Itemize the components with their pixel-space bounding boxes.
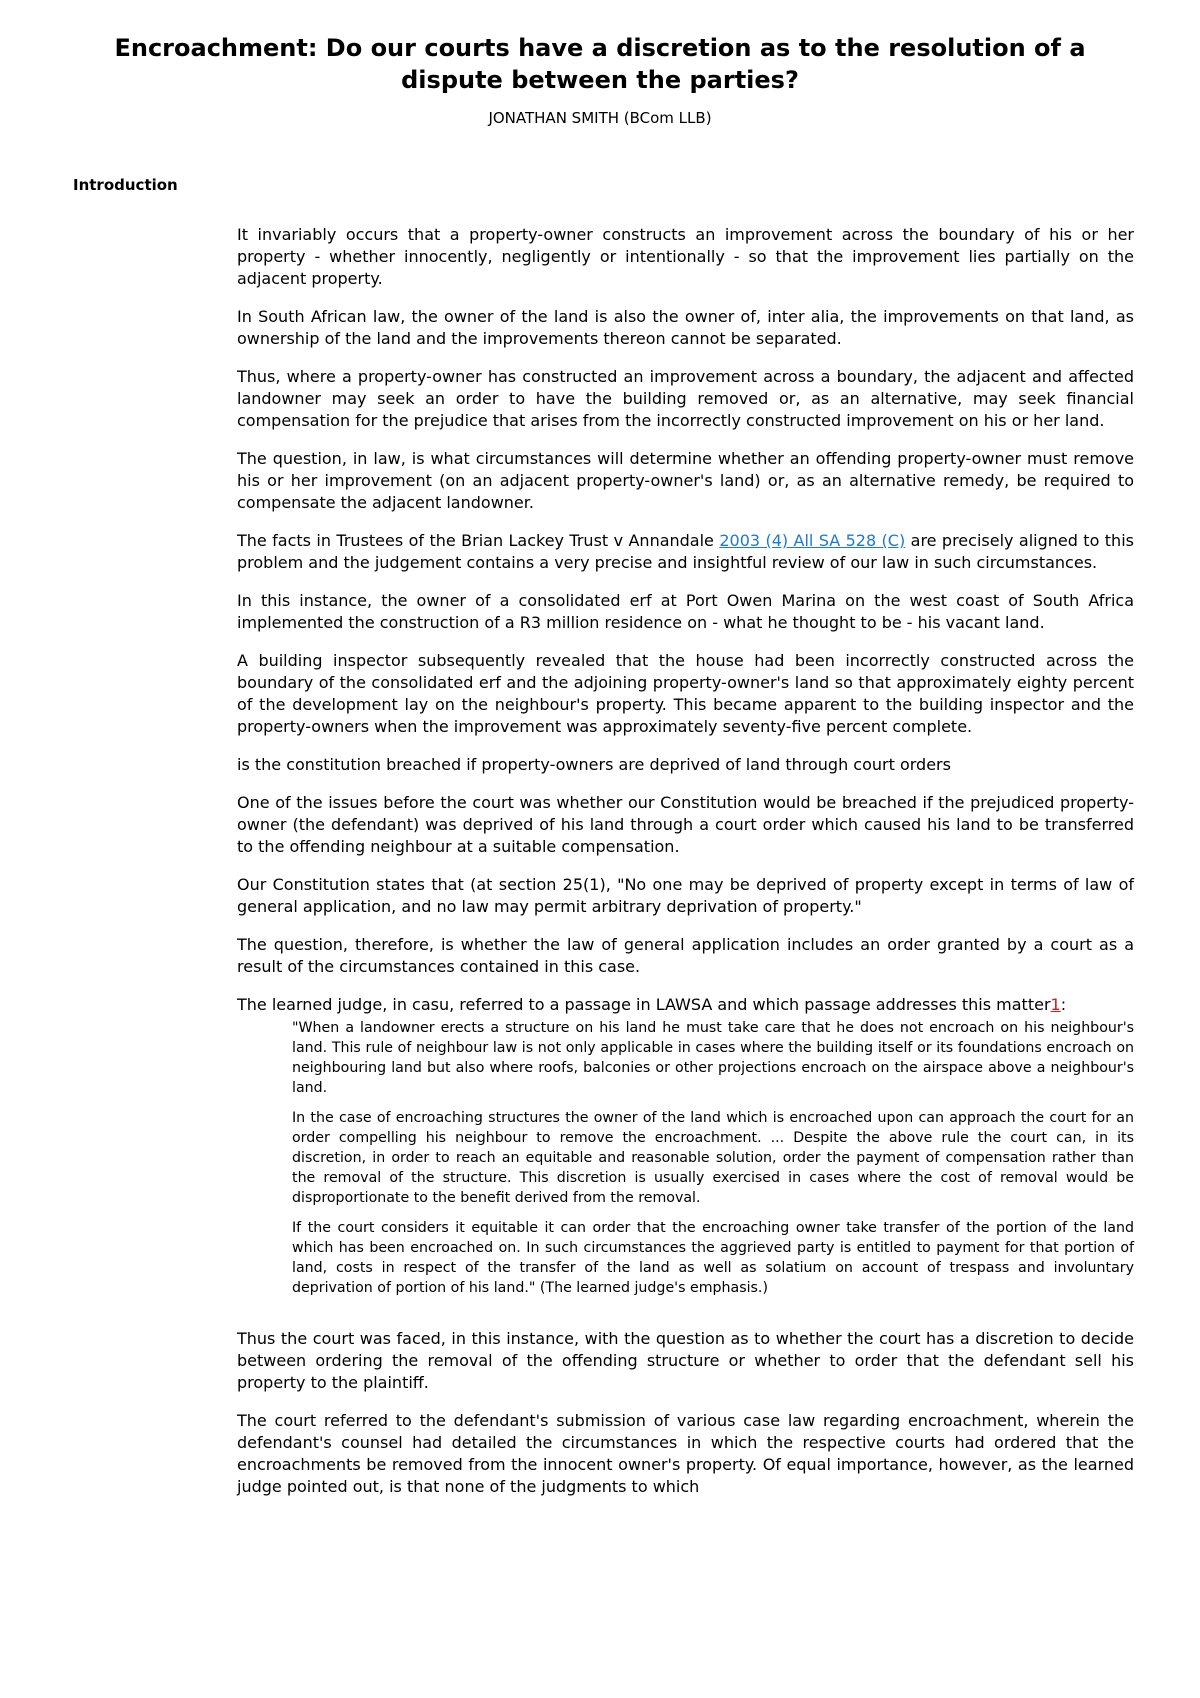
paragraph: In this instance, the owner of a consolidated erf at Port Owen Marina on the west coast of South Africa implemented the construction of a R3 million residence on - what he thought to be - his vacant land.	[237, 591, 1134, 632]
paragraph: It invariably occurs that a property-owner constructs an improvement across the boundary of his or her property - whether innocently, negligently or intentionally - so that the improvement lies partially on the adjacent property.	[237, 225, 1134, 288]
article-body	[237, 224, 1134, 1514]
paragraph-colon: :	[1060, 995, 1067, 1014]
paragraph: Thus the court was faced, in this instance, with the question as to whether the court has a discretion to decide between ordering the removal of the offending structure or whether to order that the defendant sell his property to the plaintiff.	[237, 1329, 1134, 1392]
paragraph: The court referred to the defendant's submission of various case law regarding encroachment, wherein the defendant's counsel had detailed the circumstances in which the respective courts had ordered that the encroachments be removed from the innocent owner's property. Of equal importance, however, as the learned judge pointed out, is that none of the judgments to which	[237, 1411, 1134, 1496]
quote-paragraph: If the court considers it equitable it can order that the encroaching owner take transfer of the portion of the land which has been encroached on. In such circumstances the aggrieved party is entitled to payment for that portion of land, costs in respect of the transfer of the land as well as solatium on account of trespass and involuntary deprivation of portion of his land." (The learned judge's emphasis.)	[292, 1220, 1134, 1296]
paragraph: Thus, where a property-owner has constructed an improvement across a boundary, the adjacent and affected landowner may seek an order to have the building removed or, as an alternative, may seek financial compensation for the prejudice that arises from the incorrectly constructed improvement on his or her land.	[237, 367, 1134, 430]
paragraph-text: are precisely aligned to this problem and the judgement contains a very precise and insightful review of our law in such circumstances.	[237, 531, 1134, 572]
paragraph-with-footnote	[237, 994, 1134, 1016]
paragraph: A building inspector subsequently revealed that the house had been incorrectly constructed across the boundary of the consolidated erf and the adjoining property-owner's land so that approximately eighty percent of the development lay on the neighbour's property. This became apparent to the building inspector and the property-owners when the improvement was approximately seventy-five percent complete.	[237, 651, 1134, 736]
paragraph-text: The facts in Trustees of the Brian Lackey Trust v Annandale	[237, 531, 720, 550]
quote-paragraph: In the case of encroaching structures the owner of the land which is encroached upon can approach the court for an order compelling his neighbour to remove the encroachment. ... Despite the above rule the court can, in its discretion, in order to reach an equitable and reasonable solution, order the payment of compensation rather than the removal of the structure. This discretion is usually exercised in cases where the cost of removal would be disproportionate to the benefit derived from the removal.	[292, 1110, 1134, 1206]
paragraph: The question, therefore, is whether the law of general application includes an order granted by a court as a result of the circumstances contained in this case.	[237, 935, 1134, 976]
section-heading-introduction: Introduction	[73, 176, 178, 194]
document-title: Encroachment: Do our courts have a discretion as to the resolution of a dispute between the parties?	[114, 34, 1086, 94]
footnote-link[interactable]: 1	[1050, 995, 1061, 1014]
subheading-paragraph: is the constitution breached if property-owners are deprived of land through court orders	[237, 755, 951, 774]
author-line: JONATHAN SMITH (BCom LLB)	[488, 109, 712, 127]
paragraph: In South African law, the owner of the land is also the owner of, inter alia, the improvements on that land, as ownership of the land and the improvements thereon cannot be separated.	[237, 307, 1134, 348]
paragraph: One of the issues before the court was whether our Constitution would be breached if the prejudiced property-owner (the defendant) was deprived of his land through a court order which caused his land to be transferred to the offending neighbour at a suitable compensation.	[237, 793, 1134, 856]
paragraph-text: The learned judge, in casu, referred to a passage in LAWSA and which passage addresses this matter	[237, 995, 1051, 1014]
paragraph-with-citation	[237, 530, 1134, 574]
paragraph: The question, in law, is what circumstances will determine whether an offending property-owner must remove his or her improvement (on an adjacent property-owner's land) or, as an alternative remedy, be required to compensate the adjacent landowner.	[237, 449, 1134, 512]
lawsa-blockquote	[292, 1018, 1134, 1298]
paragraph: Our Constitution states that (at section 25(1), "No one may be deprived of property except in terms of law of general application, and no law may permit arbitrary deprivation of property."	[237, 875, 1134, 916]
quote-paragraph: "When a landowner erects a structure on his land he must take care that he does not encroach on his neighbour's land. This rule of neighbour law is not only applicable in cases where the building itself or its foundations encroach on neighbouring land but also where roofs, balconies or other projections encroach on the airspace above a neighbour's land.	[292, 1020, 1134, 1096]
case-citation-link[interactable]: 2003 (4) All SA 528 (C)	[719, 531, 906, 550]
